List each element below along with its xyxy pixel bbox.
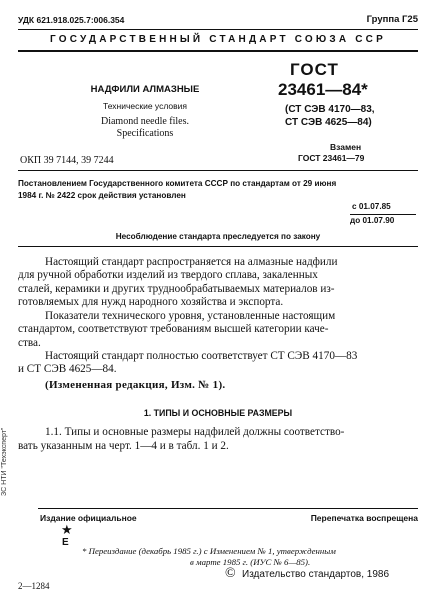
validity-rule [350, 214, 416, 215]
notice-rule [18, 246, 418, 247]
text-line: сталей, керамики и других труднообрабатываемых материалов из- [18, 282, 335, 295]
text-line: Показатели технического уровня, установленные настоящим [45, 310, 336, 322]
validity-from: с 01.07.85 [352, 202, 391, 211]
text-line: стандартом, соответствуют требованиям высшей категории каче- [18, 323, 329, 336]
copyright-icon: © [225, 566, 236, 581]
text-line: Настоящий стандарт полностью соответствует СТ СЭВ 4170—83 [45, 350, 358, 362]
resolution-line-2: 1984 г. № 2422 срок действия установлен [18, 191, 186, 200]
text-line: 1.1. Типы и основные размеры надфилей должны соответство- [45, 426, 345, 438]
footer-rule [38, 508, 418, 509]
okp-code: ОКП 39 7144, 39 7244 [20, 155, 114, 166]
amendment-note: (Измененная редакция, Изм. № 1). [45, 379, 226, 391]
paragraph-1-1 [18, 425, 345, 453]
replaces-label: Взамен [330, 142, 362, 152]
text-line: готовляемых для нужд народного хозяйства и экспорта. [18, 296, 284, 309]
text-line: и СТ СЭВ 4625—84. [18, 363, 117, 376]
publisher: Издательство стандартов, 1986 [242, 569, 390, 580]
standard-title: ГОСУДАРСТВЕННЫЙ СТАНДАРТ СОЮЗА ССР [50, 34, 386, 45]
product-name: НАДФИЛИ АЛМАЗНЫЕ [90, 84, 200, 95]
star-icon: ★ [61, 522, 73, 537]
text-line: вать указанным на черт. 1—4 и в табл. 1 и 2. [18, 440, 229, 452]
section-1-title: 1. ТИПЫ И ОСНОВНЫЕ РАЗМЕРЫ [143, 408, 293, 418]
official-edition: Издание официальное [40, 513, 137, 523]
title-block-rule [18, 170, 418, 171]
product-subtitle: Технические условия [103, 101, 187, 111]
text-line: для ручной обработки изделий из твердого сплава, закаленных [18, 269, 318, 282]
validity-to: до 01.07.90 [350, 216, 395, 225]
header-rule-bottom [18, 50, 418, 52]
e-mark: E [62, 537, 69, 548]
product-name-en: Diamond needle files. [100, 116, 190, 127]
reissue-note-2: в марте 1985 г. (ИУС № 6—85). [190, 557, 311, 567]
udk-code: УДК 621.918.025.7:006.354 [18, 15, 125, 25]
header-rule-top [18, 29, 418, 30]
text-line: ства. [18, 336, 41, 349]
reissue-note-1: * Переиздание (декабрь 1985 г.) с Изменением № 1, утвержденным [82, 546, 336, 556]
paragraph-scope [18, 256, 338, 310]
gost-number: 23461—84* [278, 80, 368, 99]
resolution-line-1: Постановлением Государственного комитета СССР по стандартам от 29 июня [18, 179, 337, 188]
legal-notice: Несоблюдение стандарта преследуется по закону [115, 232, 321, 241]
text-line: Настоящий стандарт распространяется на алмазные надфили [45, 256, 338, 268]
replaces-value: ГОСТ 23461—79 [298, 153, 365, 163]
print-code: 2—1284 [18, 581, 50, 591]
group-code: Группа Г25 [366, 14, 418, 25]
sev-reference-2: СТ СЭВ 4625—84) [285, 117, 372, 128]
paragraph-compliance [18, 350, 358, 377]
paragraph-technical-level [18, 310, 336, 350]
product-subtitle-en: Specifications [116, 128, 174, 139]
sev-reference-1: (СТ СЭВ 4170—83, [285, 104, 375, 115]
reprint-prohibited: Перепечатка воспрещена [310, 513, 418, 523]
side-stamp: ЗС НТИ "Техэксперт" [1, 427, 8, 496]
gost-label: ГОСТ [290, 60, 339, 79]
